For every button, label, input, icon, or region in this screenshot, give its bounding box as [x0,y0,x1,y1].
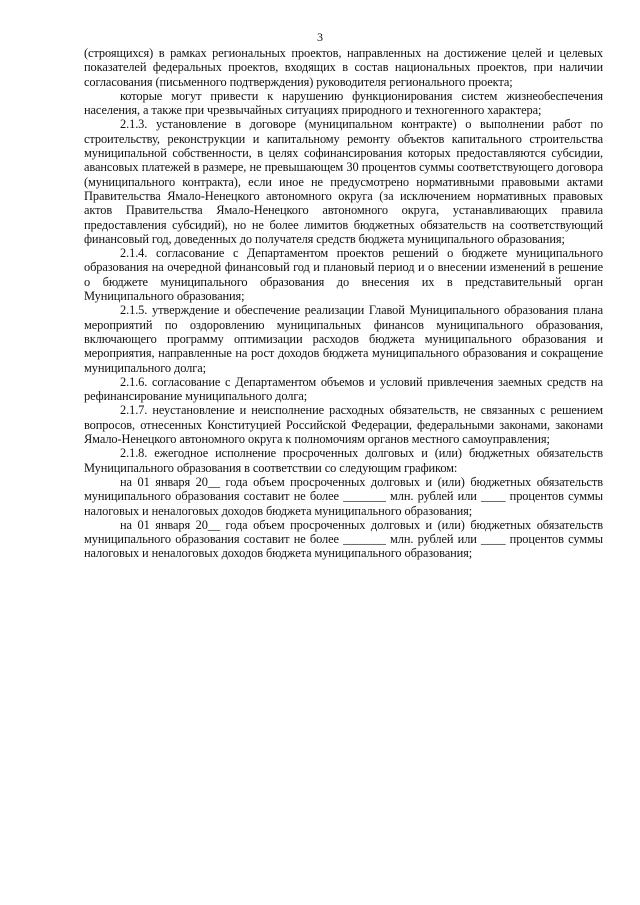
paragraph-emergency-conditions: которые могут привести к нарушению функционирования систем жизнеобеспечения населения, а также при чрезвычайных ситуациях природного и техногенного характера; [84,88,603,118]
paragraph-2-1-7: 2.1.7. неустановление и неисполнение расходных обязательств, не связанных с решением вопросов, отнесенных Конституцией Российской Федерации, федеральными законами, законами Ямало-Ненецкого автономного округа к полномочиям органов местного самоуправления; [84,403,603,447]
paragraph-2-1-3: 2.1.3. установление в договоре (муниципальном контракте) о выполнении работ по строительству, реконструкции и капитальному ремонту объектов капитального строительства муниципальной собственности, в целях софинансирования которых предоставляются субсидии, авансовых платежей в размере, не превышающем 30 процентов суммы соответствующего договора (муниципального контракта), если иное не предусмотрено нормативными правовыми актами Правительства Ямало-Ненецкого автономного округа (за исключением нормативных правовых актов Правительства Ямало-Ненецкого автономного округа, устанавливающих правила предоставления субсидий), но не более лимитов бюджетных обязательств на соответствующий финансовый год, доведенных до получателя средств бюджета муниципального образования; [84,117,603,246]
page-number: 3 [317,30,323,44]
schedule-item-2: на 01 января 20__ года объем просроченных долговых и (или) бюджетных обязательств муниципального образования составит не более _______ млн. рублей или ____ процентов суммы налоговых и неналоговых доходов бюджета муниципального образования; [84,517,603,561]
document-body [84,46,603,561]
paragraph-2-1-4: 2.1.4. согласование с Департаментом проектов решений о бюджете муниципального образования на очередной финансовый год и плановый период и о внесении изменений в решение о бюджете муниципального образования до внесения их в представительный орган Муниципального образования; [84,246,603,304]
paragraph-continuation: (строящихся) в рамках региональных проектов, направленных на достижение целей и целевых показателей федеральных проектов, входящих в состав национальных проектов, при наличии согласования (письменного подтверждения) руководителя регионального проекта; [84,46,603,89]
paragraph-2-1-5: 2.1.5. утверждение и обеспечение реализации Главой Муниципального образования плана мероприятий по оздоровлению муниципальных финансов муниципального образования, включающего программу оптимизации расходов бюджета муниципального образования и мероприятия, направленные на рост доходов бюджета муниципального образования и сокращение муниципального долга; [84,303,603,375]
paragraph-2-1-6: 2.1.6. согласование с Департаментом объемов и условий привлечения заемных средств на рефинансирование муниципального долга; [84,374,603,404]
schedule-item-1: на 01 января 20__ года объем просроченных долговых и (или) бюджетных обязательств муниципального образования составит не более _______ млн. рублей или ____ процентов суммы налоговых и неналоговых доходов бюджета муниципального образования; [84,474,603,518]
paragraph-2-1-8: 2.1.8. ежегодное исполнение просроченных долговых и (или) бюджетных обязательств Муниципального образования в соответствии со следующим графиком: [84,446,603,475]
